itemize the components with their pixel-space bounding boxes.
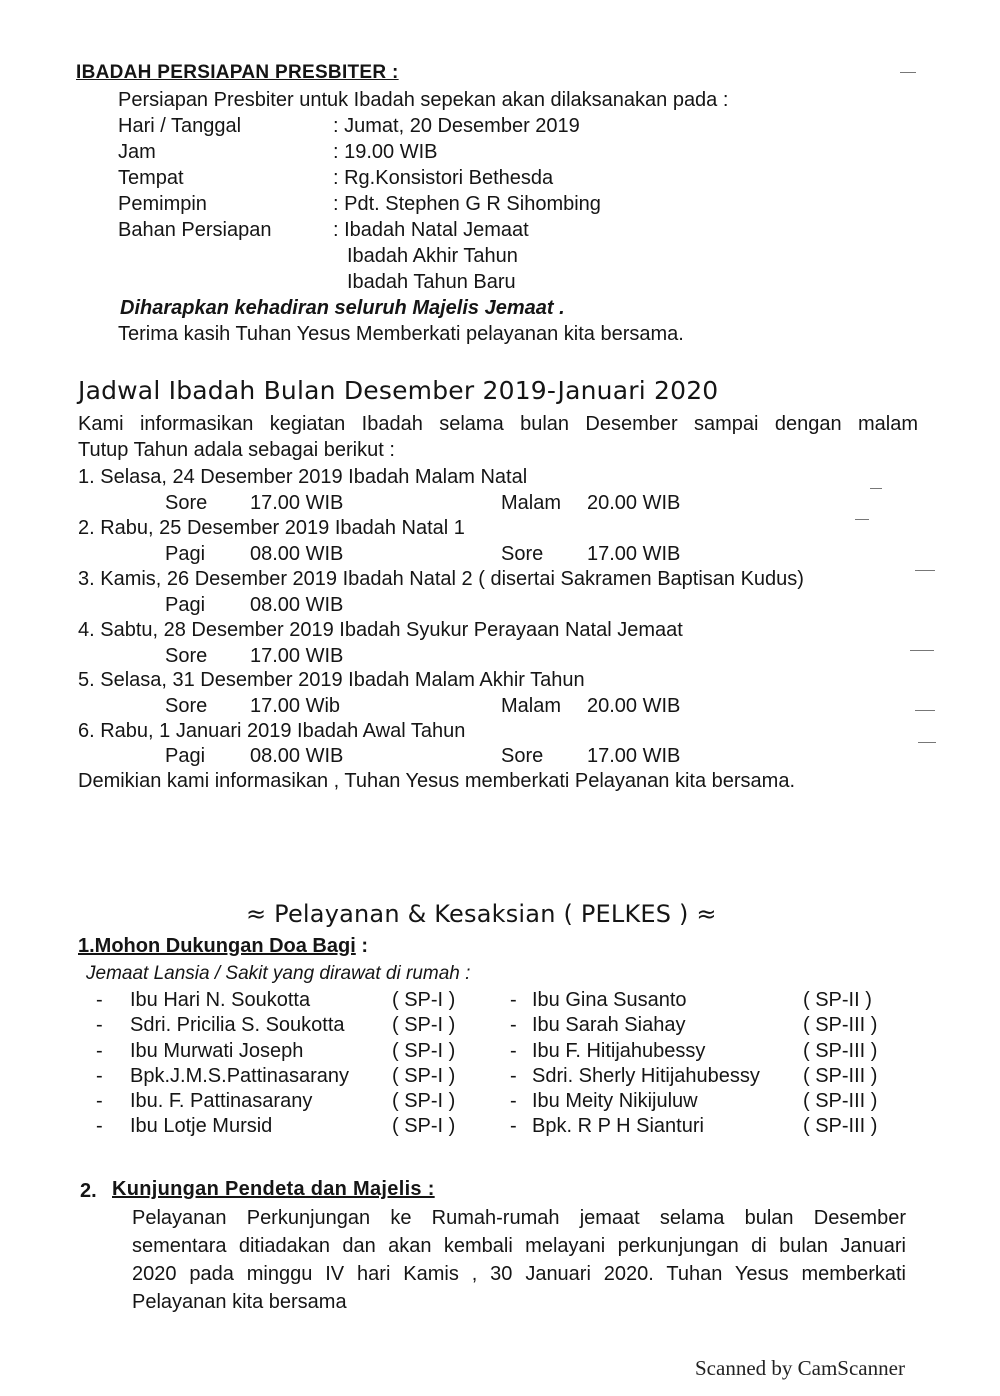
bullet-dash: - bbox=[510, 1090, 517, 1112]
schedule-item-title: 5. Selasa, 31 Desember 2019 Ibadah Malam Akhir Tahun bbox=[78, 669, 585, 691]
jadwal-intro-line2: Tutup Tahun adala sebagai berikut : bbox=[78, 439, 395, 461]
bullet-dash: - bbox=[510, 1014, 517, 1036]
schedule-time: 17.00 Wib bbox=[250, 695, 341, 717]
schedule-time-label: Pagi bbox=[165, 543, 206, 565]
detail-value-pemimpin: : Pdt. Stephen G R Sihombing bbox=[333, 193, 601, 215]
jadwal-title: Jadwal Ibadah Bulan Desember 2019-Januari 2020 bbox=[78, 376, 719, 405]
prayer-name: Sdri. Sherly Hitijahubessy bbox=[532, 1065, 760, 1087]
scan-speck bbox=[915, 710, 935, 711]
detail-value-tempat: : Rg.Konsistori Bethesda bbox=[333, 167, 554, 189]
bullet-dash: - bbox=[510, 1040, 517, 1062]
prayer-name: Ibu Gina Susanto bbox=[532, 989, 687, 1011]
bullet-dash: - bbox=[96, 1014, 103, 1036]
bullet-dash: - bbox=[510, 989, 517, 1011]
prayer-name: Bpk. R P H Sianturi bbox=[532, 1115, 704, 1137]
camscanner-watermark: Scanned by CamScanner bbox=[695, 1356, 905, 1380]
prayer-name: Sdri. Pricilia S. Soukotta bbox=[130, 1014, 345, 1036]
schedule-item-title: 2. Rabu, 25 Desember 2019 Ibadah Natal 1 bbox=[78, 517, 465, 539]
pelkes-section2-number: 2. bbox=[80, 1180, 97, 1202]
bullet-dash: - bbox=[96, 1065, 103, 1087]
detail-label-hari: Hari / Tanggal bbox=[118, 115, 242, 137]
detail-value-bahan: : Ibadah Natal Jemaat bbox=[333, 219, 529, 241]
prayer-name: Bpk.J.M.S.Pattinasarany bbox=[130, 1065, 349, 1087]
detail-label-bahan: Bahan Persiapan bbox=[118, 219, 272, 241]
scan-speck bbox=[910, 650, 934, 651]
visit-paragraph-line: sementara ditiadakan dan akan kembali melayani perkunjungan di bulan Januari bbox=[132, 1235, 906, 1257]
schedule-time-label: Sore bbox=[165, 492, 208, 514]
visit-paragraph-line: Pelayanan kita bersama bbox=[132, 1291, 347, 1313]
schedule-time-label: Sore bbox=[165, 645, 208, 667]
detail-label-jam: Jam bbox=[118, 141, 156, 163]
bullet-dash: - bbox=[96, 1040, 103, 1062]
bullet-dash: - bbox=[510, 1115, 517, 1137]
pelkes-title: ≈ Pelayanan & Kesaksian ( PELKES ) ≈ bbox=[246, 900, 717, 928]
schedule-time-label: Sore bbox=[501, 745, 544, 767]
schedule-time: 17.00 WIB bbox=[587, 745, 681, 767]
pelkes-section2-heading: Kunjungan Pendeta dan Majelis : bbox=[112, 1178, 435, 1200]
prayer-name: Ibu Lotje Mursid bbox=[130, 1115, 273, 1137]
scan-speck bbox=[870, 488, 882, 489]
detail-value-bahan-2: Ibadah Akhir Tahun bbox=[347, 245, 518, 267]
prayer-sector: ( SP-III ) bbox=[803, 1115, 878, 1137]
prayer-name: Ibu Hari N. Soukotta bbox=[130, 989, 311, 1011]
prayer-sector: ( SP-I ) bbox=[392, 1115, 456, 1137]
pelkes-subheading: Jemaat Lansia / Sakit yang dirawat di rumah : bbox=[86, 963, 471, 984]
prayer-sector: ( SP-III ) bbox=[803, 1040, 878, 1062]
persiapan-heading: IBADAH PERSIAPAN PRESBITER : bbox=[76, 62, 399, 83]
schedule-item-title: 6. Rabu, 1 Januari 2019 Ibadah Awal Tahun bbox=[78, 720, 466, 742]
jadwal-intro-line1: Kami informasikan kegiatan Ibadah selama bulan Desember sampai dengan malam bbox=[78, 413, 918, 435]
schedule-time: 08.00 WIB bbox=[250, 594, 344, 616]
schedule-time-label: Sore bbox=[165, 695, 208, 717]
visit-paragraph-line: Pelayanan Perkunjungan ke Rumah-rumah jemaat selama bulan Desember bbox=[132, 1207, 906, 1229]
prayer-name: Ibu F. Hitijahubessy bbox=[532, 1040, 706, 1062]
prayer-sector: ( SP-III ) bbox=[803, 1014, 878, 1036]
prayer-sector: ( SP-II ) bbox=[803, 989, 872, 1011]
pelkes-section1-colon: : bbox=[361, 935, 369, 957]
schedule-time: 20.00 WIB bbox=[587, 695, 681, 717]
schedule-time-label: Pagi bbox=[165, 594, 206, 616]
schedule-time-label: Malam bbox=[501, 695, 562, 717]
schedule-time: 20.00 WIB bbox=[587, 492, 681, 514]
bullet-dash: - bbox=[96, 989, 103, 1011]
schedule-item-title: 4. Sabtu, 28 Desember 2019 Ibadah Syukur Perayaan Natal Jemaat bbox=[78, 619, 683, 641]
scan-speck bbox=[900, 72, 916, 73]
schedule-time-label: Pagi bbox=[165, 745, 206, 767]
schedule-item-title: 1. Selasa, 24 Desember 2019 Ibadah Malam Natal bbox=[78, 466, 528, 488]
pelkes-section1-heading-row bbox=[78, 935, 368, 958]
schedule-time-label: Malam bbox=[501, 492, 562, 514]
schedule-time: 08.00 WIB bbox=[250, 543, 344, 565]
schedule-time: 08.00 WIB bbox=[250, 745, 344, 767]
schedule-item-title: 3. Kamis, 26 Desember 2019 Ibadah Natal 2 ( disertai Sakramen Baptisan Kudus) bbox=[78, 568, 804, 590]
bullet-dash: - bbox=[510, 1065, 517, 1087]
prayer-sector: ( SP-I ) bbox=[392, 1040, 456, 1062]
prayer-sector: ( SP-III ) bbox=[803, 1090, 878, 1112]
prayer-name: Ibu Sarah Siahay bbox=[532, 1014, 686, 1036]
persiapan-thanks: Terima kasih Tuhan Yesus Memberkati pelayanan kita bersama. bbox=[118, 323, 684, 345]
detail-label-tempat: Tempat bbox=[118, 167, 184, 189]
schedule-time: 17.00 WIB bbox=[250, 645, 344, 667]
visit-paragraph-line: 2020 pada minggu IV hari Kamis , 30 Januari 2020. Tuhan Yesus memberkati bbox=[132, 1263, 906, 1285]
schedule-time-label: Sore bbox=[501, 543, 544, 565]
scan-speck bbox=[918, 742, 936, 743]
schedule-time: 17.00 WIB bbox=[250, 492, 344, 514]
detail-label-pemimpin: Pemimpin bbox=[118, 193, 207, 215]
persiapan-call: Diharapkan kehadiran seluruh Majelis Jemaat . bbox=[120, 297, 565, 319]
detail-value-hari: : Jumat, 20 Desember 2019 bbox=[333, 115, 580, 137]
prayer-sector: ( SP-I ) bbox=[392, 1014, 456, 1036]
prayer-sector: ( SP-I ) bbox=[392, 1065, 456, 1087]
bullet-dash: - bbox=[96, 1115, 103, 1137]
scan-speck bbox=[915, 570, 935, 571]
prayer-sector: ( SP-III ) bbox=[803, 1065, 878, 1087]
persiapan-intro: Persiapan Presbiter untuk Ibadah sepekan akan dilaksanakan pada : bbox=[118, 89, 729, 111]
prayer-sector: ( SP-I ) bbox=[392, 1090, 456, 1112]
bullet-dash: - bbox=[96, 1090, 103, 1112]
detail-value-bahan-3: Ibadah Tahun Baru bbox=[347, 271, 516, 293]
prayer-name: Ibu Meity Nikijuluw bbox=[532, 1090, 698, 1112]
prayer-name: Ibu Murwati Joseph bbox=[130, 1040, 304, 1062]
prayer-sector: ( SP-I ) bbox=[392, 989, 456, 1011]
schedule-time: 17.00 WIB bbox=[587, 543, 681, 565]
jadwal-closing: Demikian kami informasikan , Tuhan Yesus memberkati Pelayanan kita bersama. bbox=[78, 770, 796, 792]
prayer-name: Ibu. F. Pattinasarany bbox=[130, 1090, 313, 1112]
scan-speck bbox=[855, 519, 869, 520]
pelkes-section1-heading: 1.Mohon Dukungan Doa Bagi bbox=[78, 935, 356, 957]
detail-value-jam: : 19.00 WIB bbox=[333, 141, 438, 163]
